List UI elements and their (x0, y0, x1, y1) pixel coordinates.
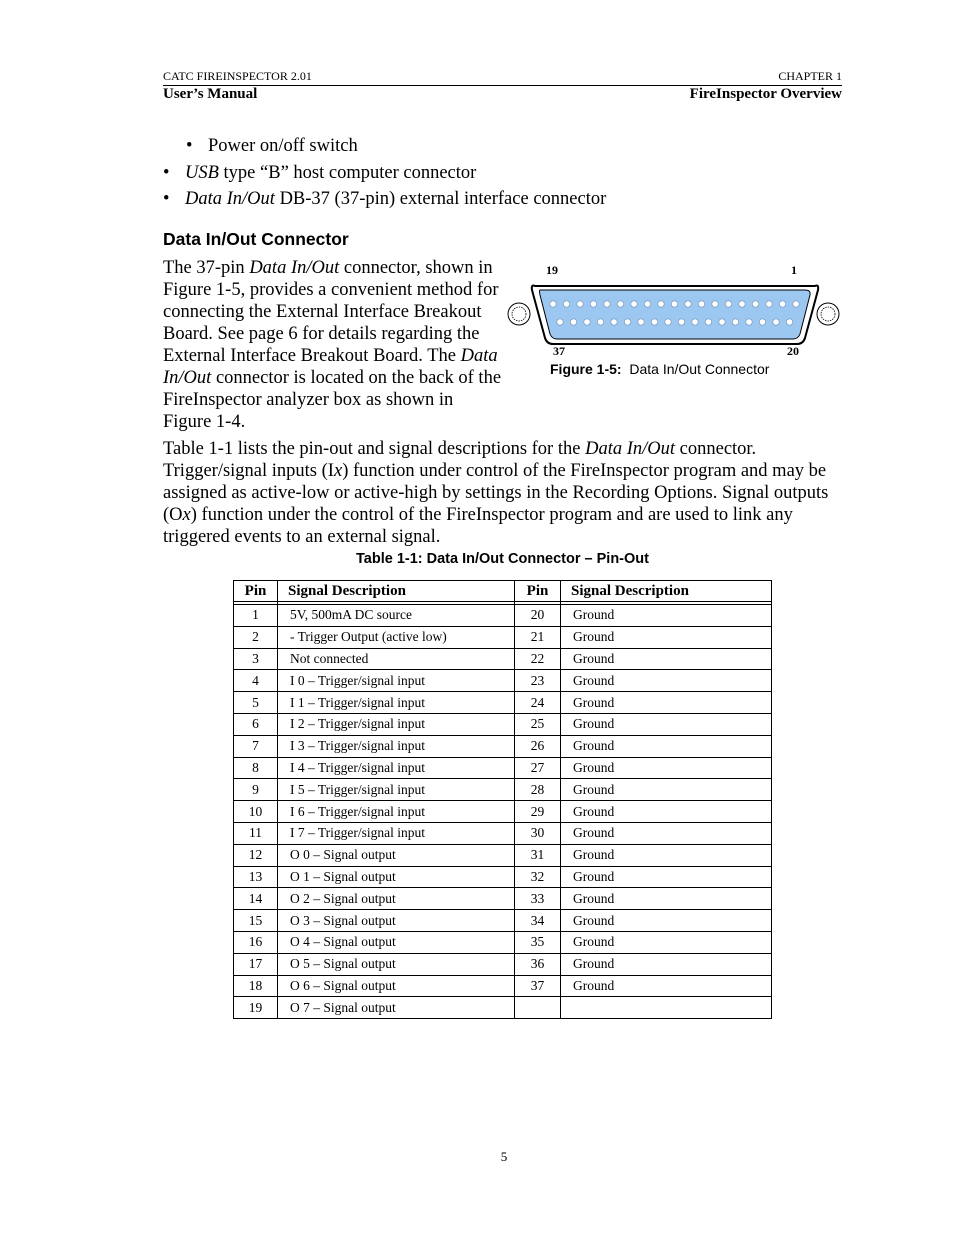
cell-pin: 33 (515, 888, 561, 910)
connector-pin (617, 301, 623, 307)
connector-pin (658, 301, 664, 307)
table-row (234, 931, 772, 953)
table-row (234, 910, 772, 932)
cell-signal: Not connected (278, 648, 515, 670)
cell-signal: Ground (561, 844, 772, 866)
connector-pin (725, 301, 731, 307)
cell-signal: Ground (561, 626, 772, 648)
cell-signal: Ground (561, 953, 772, 975)
cell-signal: I 5 – Trigger/signal input (278, 779, 515, 801)
connector-inner-shell (540, 290, 811, 339)
running-header-manual: User’s Manual (163, 86, 258, 102)
cell-signal: Ground (561, 648, 772, 670)
intro-paragraph: The 37-pin Data In/Out connector, shown in Figure 1-5, provides a convenient method for connecting the External Interface Breakout Board. See page 6 for details regarding the External Interface Breakout Board. The Data In/Out connector is located on the back of the FireInspector analyzer box as shown in Figure 1-4. (163, 258, 502, 432)
cell-signal: O 4 – Signal output (278, 931, 515, 953)
cell-signal: I 3 – Trigger/signal input (278, 735, 515, 757)
cell-pin: 34 (515, 910, 561, 932)
connector-pin (550, 301, 556, 307)
cell-signal: I 6 – Trigger/signal input (278, 801, 515, 823)
pin-label-1: 1 (791, 263, 797, 277)
cell-signal: I 7 – Trigger/signal input (278, 822, 515, 844)
connector-pin (584, 319, 590, 325)
cell-pin: 7 (234, 735, 278, 757)
cell-pin: 29 (515, 801, 561, 823)
table-row (234, 757, 772, 779)
cell-pin: 8 (234, 757, 278, 779)
connector-pin (563, 301, 569, 307)
connector-pin (779, 301, 785, 307)
cell-pin: 26 (515, 735, 561, 757)
cell-signal: Ground (561, 779, 772, 801)
connector-pin (692, 319, 698, 325)
cell-pin: 19 (234, 997, 278, 1019)
connector-pin (557, 319, 563, 325)
table-row (234, 997, 772, 1019)
connector-pin (638, 319, 644, 325)
cell-pin: 28 (515, 779, 561, 801)
cell-pin (515, 997, 561, 1019)
cell-signal: Ground (561, 975, 772, 997)
cell-signal: O 2 – Signal output (278, 888, 515, 910)
connector-pin (570, 319, 576, 325)
cell-pin: 18 (234, 975, 278, 997)
connector-pin (611, 319, 617, 325)
cell-pin: 5 (234, 692, 278, 714)
table-row (234, 975, 772, 997)
cell-pin: 1 (234, 605, 278, 627)
connector-pin (624, 319, 630, 325)
cell-pin: 16 (234, 931, 278, 953)
connector-pin (719, 319, 725, 325)
table-row (234, 626, 772, 648)
cell-pin: 20 (515, 605, 561, 627)
cell-pin: 21 (515, 626, 561, 648)
pin-label-19: 19 (546, 263, 558, 277)
cell-pin: 23 (515, 670, 561, 692)
section-heading: Data In/Out Connector (163, 229, 349, 249)
cell-pin: 24 (515, 692, 561, 714)
cell-pin: 12 (234, 844, 278, 866)
table-row (234, 648, 772, 670)
cell-pin: 6 (234, 713, 278, 735)
connector-pin (685, 301, 691, 307)
table-row (234, 801, 772, 823)
table-row (234, 605, 772, 627)
cell-pin: 27 (515, 757, 561, 779)
table-caption: Table 1-1: Data In/Out Connector – Pin-Out (356, 551, 649, 567)
table-row (234, 779, 772, 801)
cell-signal: O 6 – Signal output (278, 975, 515, 997)
table-header-row (234, 581, 772, 602)
cell-pin: 11 (234, 822, 278, 844)
table-row (234, 953, 772, 975)
cell-pin: 15 (234, 910, 278, 932)
cell-pin: 37 (515, 975, 561, 997)
cell-signal: Ground (561, 801, 772, 823)
cell-signal: Ground (561, 713, 772, 735)
cell-signal: I 2 – Trigger/signal input (278, 713, 515, 735)
cell-pin: 13 (234, 866, 278, 888)
cell-pin: 9 (234, 779, 278, 801)
figure-caption: Figure 1-5: Data In/Out Connector (550, 361, 770, 377)
cell-signal: - Trigger Output (active low) (278, 626, 515, 648)
connector-pin (732, 319, 738, 325)
cell-signal: Ground (561, 888, 772, 910)
cell-signal: Ground (561, 692, 772, 714)
connector-pin (590, 301, 596, 307)
table-row (234, 822, 772, 844)
pinout-table (233, 580, 772, 1019)
cell-signal: O 3 – Signal output (278, 910, 515, 932)
cell-pin: 30 (515, 822, 561, 844)
cell-signal: Ground (561, 757, 772, 779)
col-header-pin: Pin (515, 581, 561, 602)
cell-pin: 17 (234, 953, 278, 975)
col-header-signal: Signal Description (278, 581, 515, 602)
cell-pin: 22 (515, 648, 561, 670)
running-header-product: CATC FIREINSPECTOR 2.01 (163, 69, 312, 83)
connector-pin (671, 301, 677, 307)
cell-signal: Ground (561, 670, 772, 692)
cell-pin: 10 (234, 801, 278, 823)
bullet-item: • USB type “B” host computer connector (163, 163, 477, 183)
table-row (234, 692, 772, 714)
pin-label-20: 20 (787, 344, 799, 358)
running-header-chapter: CHAPTER 1 (778, 69, 842, 83)
connector-pin (604, 301, 610, 307)
connector-pin (678, 319, 684, 325)
table-row (234, 713, 772, 735)
col-header-pin: Pin (234, 581, 278, 602)
cell-signal: I 4 – Trigger/signal input (278, 757, 515, 779)
cell-pin: 14 (234, 888, 278, 910)
cell-pin: 31 (515, 844, 561, 866)
connector-pin (597, 319, 603, 325)
connector-pin (746, 319, 752, 325)
connector-pin (786, 319, 792, 325)
page-number: 5 (500, 1149, 508, 1164)
connector-pin (773, 319, 779, 325)
cell-pin: 4 (234, 670, 278, 692)
connector-pin (651, 319, 657, 325)
cell-signal (561, 997, 772, 1019)
table-row (234, 735, 772, 757)
cell-signal: I 1 – Trigger/signal input (278, 692, 515, 714)
cell-pin: 32 (515, 866, 561, 888)
table-row (234, 670, 772, 692)
connector-pin (665, 319, 671, 325)
table-row (234, 866, 772, 888)
cell-signal: Ground (561, 910, 772, 932)
connector-pin (752, 301, 758, 307)
connector-pin (759, 319, 765, 325)
cell-signal: 5V, 500mA DC source (278, 605, 515, 627)
cell-pin: 3 (234, 648, 278, 670)
description-paragraph: Table 1-1 lists the pin-out and signal descriptions for the Data In/Out connector. Trigger/signal inputs (Ix) function under control of the FireInspector program and may be assigned as active-low or active-high by settings in the Recording Options. Signal outputs (Ox) function under the control of the FireInspector program and are used to link any triggered events to an external signal. (163, 439, 829, 547)
connector-pin (793, 301, 799, 307)
cell-pin: 25 (515, 713, 561, 735)
connector-pin (577, 301, 583, 307)
bullet-item: • Data In/Out DB-37 (37-pin) external interface connector (163, 189, 607, 209)
connector-pin (739, 301, 745, 307)
cell-signal: O 0 – Signal output (278, 844, 515, 866)
right-mount-screw (817, 303, 839, 325)
table-row (234, 844, 772, 866)
table-row (234, 888, 772, 910)
cell-signal: O 1 – Signal output (278, 866, 515, 888)
connector-pin (766, 301, 772, 307)
col-header-signal: Signal Description (561, 581, 772, 602)
running-header-section: FireInspector Overview (689, 86, 842, 102)
connector-pin (698, 301, 704, 307)
cell-pin: 36 (515, 953, 561, 975)
cell-pin: 35 (515, 931, 561, 953)
cell-signal: O 5 – Signal output (278, 953, 515, 975)
cell-signal: O 7 – Signal output (278, 997, 515, 1019)
connector-pin (644, 301, 650, 307)
bullet-item: • Power on/off switch (186, 136, 358, 156)
cell-signal: Ground (561, 931, 772, 953)
cell-signal: Ground (561, 822, 772, 844)
pin-label-37: 37 (553, 344, 565, 358)
cell-signal: I 0 – Trigger/signal input (278, 670, 515, 692)
connector-pin (712, 301, 718, 307)
cell-signal: Ground (561, 866, 772, 888)
cell-signal: Ground (561, 605, 772, 627)
cell-signal: Ground (561, 735, 772, 757)
connector-pin (631, 301, 637, 307)
connector-pin (705, 319, 711, 325)
left-mount-screw (508, 303, 530, 325)
cell-pin: 2 (234, 626, 278, 648)
